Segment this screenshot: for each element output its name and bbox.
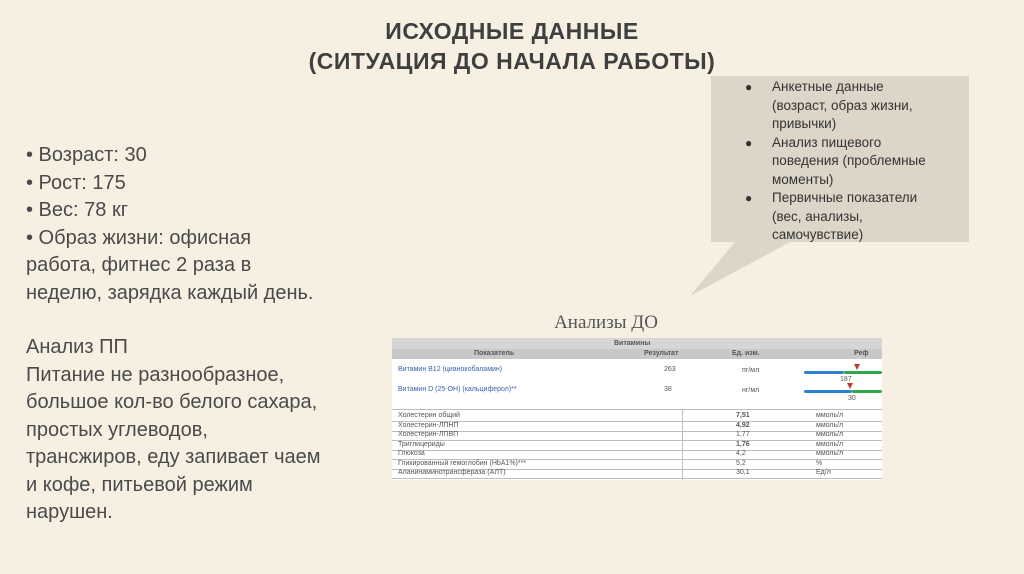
title-line-2: (СИТУАЦИЯ ДО НАЧАЛА РАБОТЫ) [308, 48, 716, 74]
reference-bar-low [804, 371, 844, 374]
test-unit: ммоль/л [816, 421, 844, 429]
nutrition-line: трансжиров, еду запивает чаем [26, 446, 321, 468]
nutrition-line: нарушен. [26, 501, 113, 523]
nutrition-line: простых углеводов, [26, 418, 208, 441]
bullet-icon: ● [745, 191, 753, 205]
profile-line: работа, фитнес 2 раза в [26, 254, 252, 276]
test-unit: ммоль/л [816, 412, 844, 419]
vitamin-result: 263 [664, 366, 676, 373]
analysis-title: Анализы ДО [554, 312, 658, 333]
callout-box [711, 76, 969, 242]
reference-value: 30 [848, 395, 856, 402]
row-divider [392, 450, 882, 451]
row-divider [392, 478, 882, 479]
callout-list [711, 78, 969, 245]
test-unit: ммоль/л [816, 450, 844, 457]
lab-results-table [392, 338, 882, 480]
vitamin-unit: пг/мл [742, 367, 760, 374]
section-title: Витамины [614, 340, 651, 347]
test-result: 1,77 [736, 431, 750, 438]
bullet-icon: ● [745, 80, 753, 94]
test-result: 4,2 [736, 450, 746, 457]
column-header: Результат [644, 350, 679, 357]
test-name: Триглицериды [398, 440, 445, 448]
callout-item [711, 78, 969, 134]
result-marker-icon [847, 383, 853, 389]
profile-line: неделю, зарядка каждый день. [26, 281, 314, 304]
nutrition-line: большое кол-во белого сахара, [26, 391, 318, 413]
test-name: Глюкоза [398, 450, 425, 457]
profile-line: • Образ жизни: офисная [26, 226, 252, 249]
vitamin-name: Витамин D (25-OH) (кальциферол)** [398, 386, 517, 393]
profile-line: • Возраст: 30 [26, 144, 147, 166]
column-header: Показатель [474, 350, 515, 357]
callout-text: (вес, анализы, [772, 208, 863, 224]
test-name: Холестерин-ЛПВП [398, 431, 459, 438]
callout-item [711, 134, 969, 190]
callout-text: Первичные показатели [772, 190, 918, 205]
callout-text: Анализ пищевого [772, 134, 882, 150]
reference-bar-normal [844, 371, 882, 374]
test-name: Холестерин общий [398, 412, 460, 419]
test-name: Холестерин-ЛПНП [398, 421, 459, 429]
test-unit: Ед/л [816, 469, 831, 476]
column-header: Ед. изм. [732, 350, 760, 357]
row-divider [392, 409, 882, 410]
nutrition-heading: Анализ ПП [26, 336, 128, 358]
reference-bar-low [804, 390, 852, 393]
bullet-icon: ● [745, 135, 753, 150]
test-result: 7,51 [736, 412, 750, 419]
callout-text: поведения (проблемные [772, 153, 926, 168]
callout-text: Анкетные данные [772, 79, 884, 94]
test-result: 30,1 [736, 469, 750, 476]
profile-line: • Рост: 175 [26, 171, 126, 194]
nutrition-line: и кофе, питьевой режим [26, 473, 253, 496]
result-marker-icon [854, 364, 860, 370]
reference-bar-normal [852, 390, 882, 393]
vitamin-name: Витамин В12 (цианокобаламин) [398, 366, 503, 373]
test-name: Гликированный гемоглобин (HbA1%)*** [398, 459, 527, 467]
callout-text: привычки) [772, 116, 837, 131]
test-result: 1,76 [736, 440, 750, 448]
row-divider [392, 440, 882, 441]
vitamin-unit: нг/мл [742, 387, 760, 394]
callout-item [711, 189, 969, 245]
test-unit: ммоль/л [816, 431, 844, 438]
callout-text: (возраст, образ жизни, [772, 97, 913, 113]
profile-line: • Вес: 78 кг [26, 199, 128, 221]
test-result: 4,92 [736, 421, 750, 429]
title-line-1: ИСХОДНЫЕ ДАННЫЕ [385, 18, 639, 44]
row-divider [392, 421, 882, 422]
vitamin-result: 38 [664, 386, 672, 393]
nutrition-line: Питание не разнообразное, [26, 363, 285, 386]
test-result: 5,2 [736, 459, 746, 467]
column-header: Реф [854, 350, 869, 357]
callout-text: моменты) [772, 171, 834, 187]
column-header-row [392, 349, 882, 359]
reference-value: 187 [840, 376, 852, 383]
row-divider [392, 431, 882, 432]
test-unit: % [816, 459, 823, 467]
test-name: Аланинаминотрансфераза (АЛТ) [398, 469, 506, 476]
callout-text: самочувствие) [772, 227, 864, 242]
test-unit: ммоль/л [816, 440, 844, 448]
